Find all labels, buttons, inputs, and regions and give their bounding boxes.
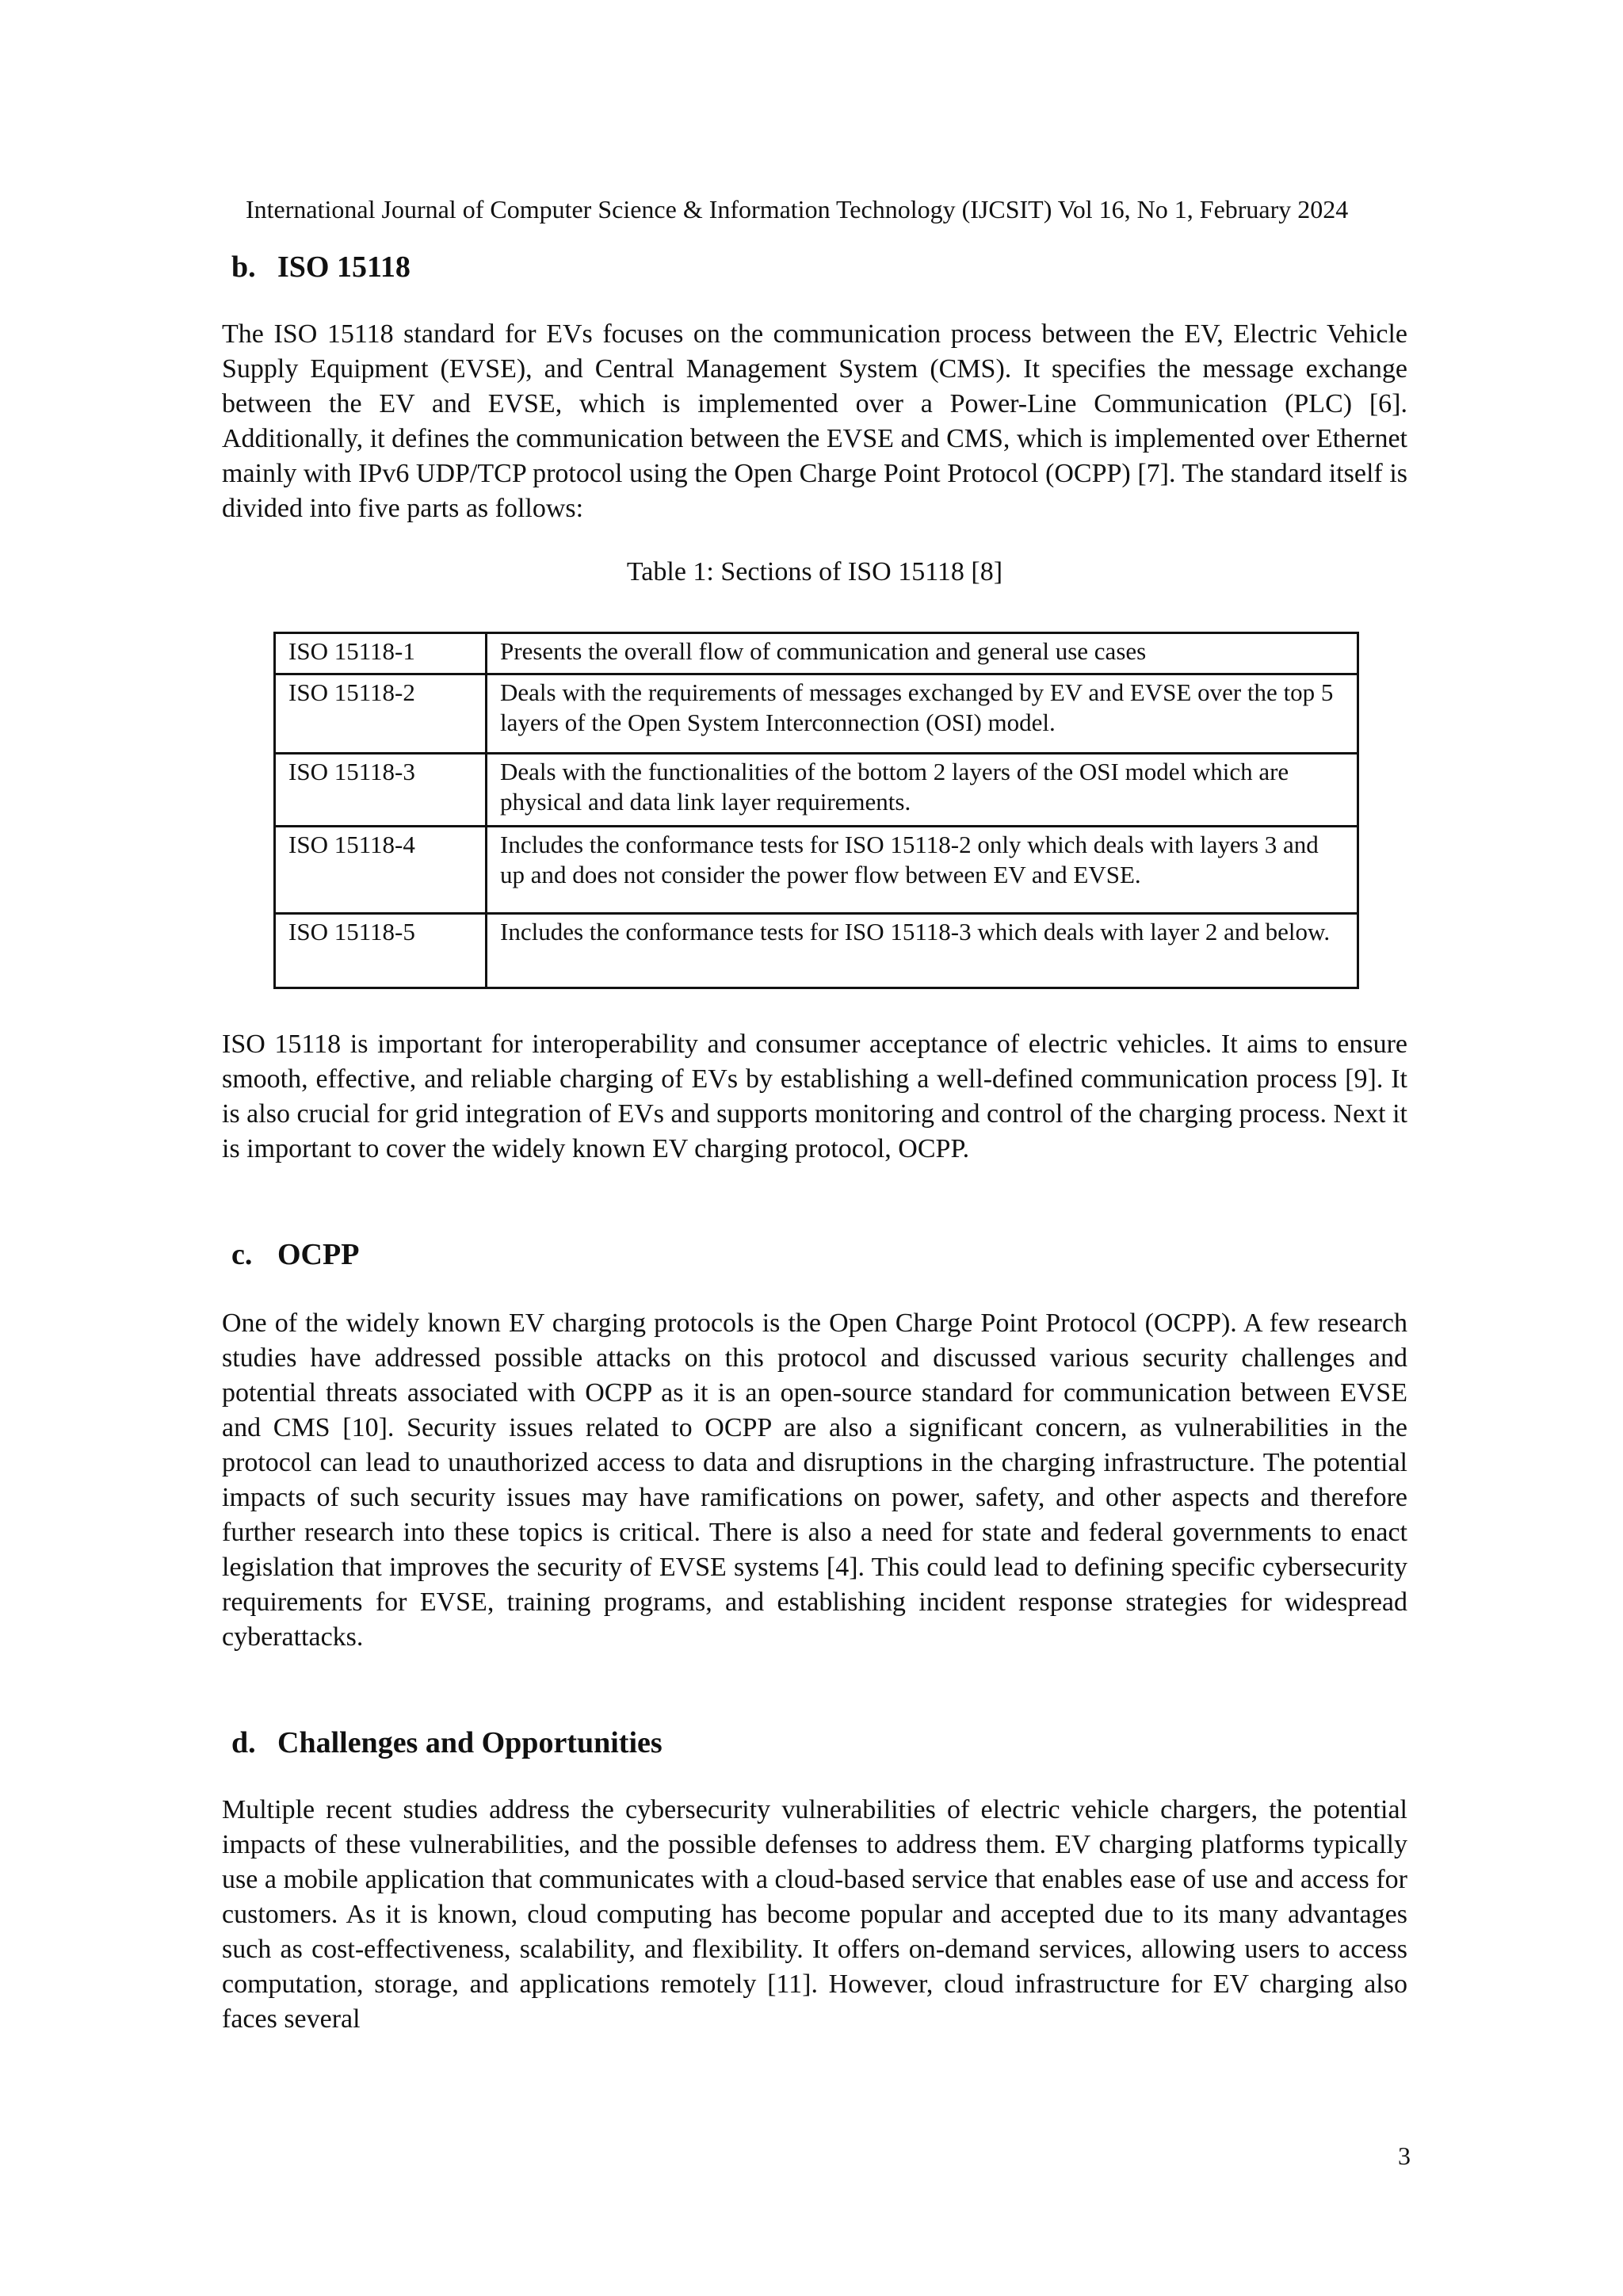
- paragraph-iso15118-intro: The ISO 15118 standard for EVs focuses on the communication process between the EV, Electric Vehicle Supply Equipment (EVSE), and Central Management System (CMS). It specifies the message exchange between the EV and EVSE, which is implemented over a Power-Line Communication (PLC) [6]. Additionally, it defines the communication between the EVSE and CMS, which is implemented over Ethernet mainly with IPv6 UDP/TCP protocol using the Open Charge Point Protocol (OCPP) [7]. The standard itself is divided into five parts as follows:: [222, 319, 1407, 523]
- section-heading-challenges: [231, 1725, 663, 1761]
- iso15118-sections-table: [273, 632, 1359, 989]
- section-letter: d.: [231, 1726, 256, 1759]
- table-row: [275, 914, 1358, 988]
- paragraph-challenges: Multiple recent studies address the cybersecurity vulnerabilities of electric vehicle chargers, the potential impacts of these vulnerabilities, and the possible defenses to address them. EV charging platforms typically use a mobile application that communicates with a cloud-based service that enables ease of use and access for customers. As it is known, cloud computing has become popular and accepted due to its many advantages such as cost-effectiveness, scalability, and flexibility. It offers on-demand services, allowing users to access computation, storage, and applications remotely [11]. However, cloud infrastructure for EV charging also faces several: [222, 1795, 1407, 2034]
- table-cell-description: Deals with the functionalities of the bottom 2 layers of the OSI model which are physical and data link layer requirements.: [487, 754, 1358, 827]
- section-title: ISO 15118: [277, 250, 411, 284]
- table-cell-part: ISO 15118-2: [275, 674, 487, 754]
- paragraph-ocpp: One of the widely known EV charging protocols is the Open Charge Point Protocol (OCPP). A few research studies have addressed possible attacks on this protocol and discussed various security challenges and potential threats associated with OCPP as it is an open-source standard for communication between EVSE and CMS [10]. Security issues related to OCPP are also a significant concern, as vulnerabilities in the protocol can lead to unauthorized access to data and disruptions in the charging infrastructure. The potential impacts of such security issues may have ramifications on power, safety, and other aspects and therefore further research into these topics is critical. There is also a need for state and federal governments to enact legislation that improves the security of EVSE systems [4]. This could lead to defining specific cybersecurity requirements for EVSE, training programs, and establishing incident response strategies for widespread cyberattacks.: [222, 1308, 1407, 1652]
- section-letter: b.: [231, 250, 256, 284]
- paragraph-iso15118-importance: ISO 15118 is important for interoperability and consumer acceptance of electric vehicles. It aims to ensure smooth, effective, and reliable charging of EVs by establishing a well-defined communication process [9]. It is also crucial for grid integration of EVs and supports monitoring and control of the charging process. Next it is important to cover the widely known EV charging protocol, OCPP.: [222, 1030, 1407, 1163]
- table-row: [275, 827, 1358, 914]
- page-number: 3: [1398, 2141, 1411, 2170]
- table-cell-description: Includes the conformance tests for ISO 15118-2 only which deals with layers 3 and up and does not consider the power flow between EV and EVSE.: [487, 827, 1358, 914]
- table-cell-description: Includes the conformance tests for ISO 15118-3 which deals with layer 2 and below.: [487, 914, 1358, 988]
- table-cell-part: ISO 15118-5: [275, 914, 487, 988]
- table-cell-part: ISO 15118-4: [275, 827, 487, 914]
- table-row: [275, 754, 1358, 827]
- section-heading-iso15118: [231, 249, 411, 285]
- section-title: OCPP: [277, 1238, 360, 1271]
- table-cell-part: ISO 15118-1: [275, 633, 487, 674]
- section-heading-ocpp: [231, 1236, 359, 1273]
- section-title: Challenges and Opportunities: [277, 1726, 663, 1759]
- section-letter: c.: [231, 1238, 253, 1271]
- table-cell-description: Deals with the requirements of messages exchanged by EV and EVSE over the top 5 layers of the Open System Interconnection (OSI) model.: [487, 674, 1358, 754]
- table-caption: Table 1: Sections of ISO 15118 [8]: [626, 557, 1003, 586]
- table-row: [275, 674, 1358, 754]
- running-header: International Journal of Computer Science & Information Technology (IJCSIT) Vol 16, No 1, February 2024: [246, 195, 1349, 223]
- table-row: [275, 633, 1358, 674]
- table-cell-description: Presents the overall flow of communication and general use cases: [487, 633, 1358, 674]
- table-cell-part: ISO 15118-3: [275, 754, 487, 827]
